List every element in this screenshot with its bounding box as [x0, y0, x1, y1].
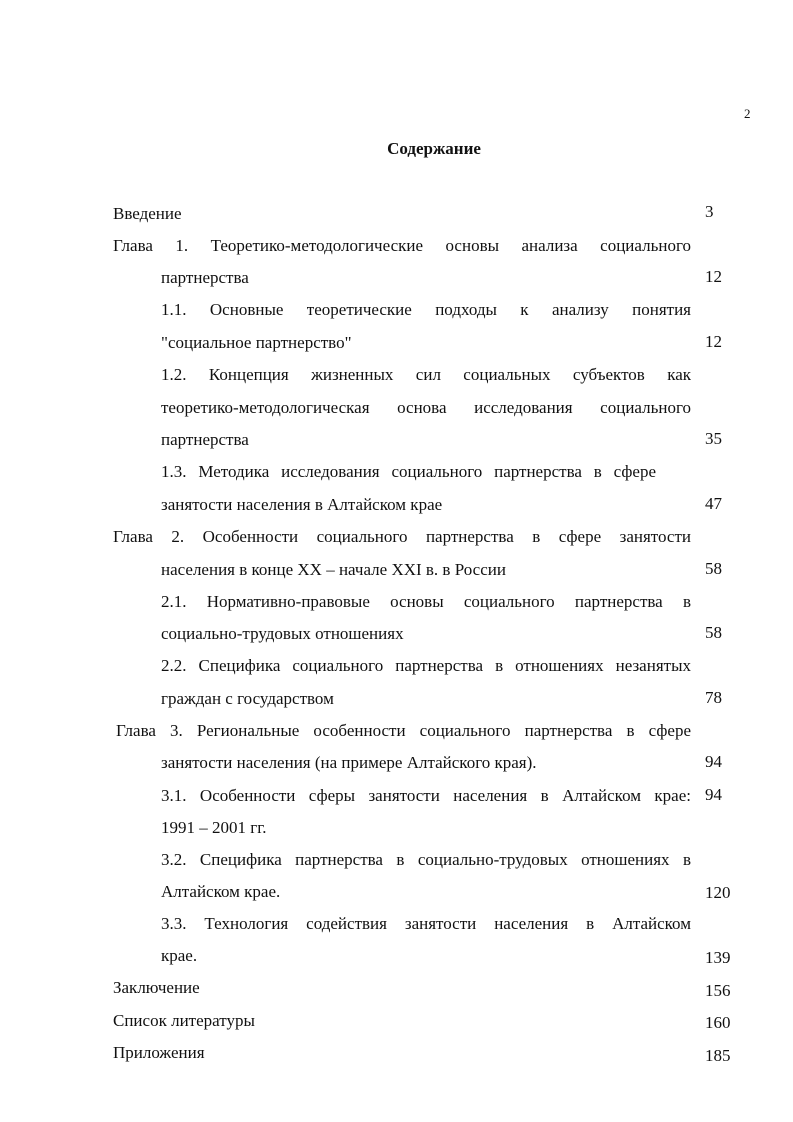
toc-entry-s3-2-line2: Алтайском крае. — [161, 882, 281, 901]
toc-page-ch3: 94 — [705, 752, 722, 771]
toc-entry-bibliography: Список литературы — [113, 1011, 255, 1030]
toc-page-s1-3: 47 — [705, 494, 722, 513]
toc-page-s3-1: 94 — [705, 785, 722, 804]
toc-title: Содержание — [387, 139, 481, 158]
toc-page-s3-3: 139 — [705, 948, 731, 967]
toc-page-ch2: 58 — [705, 559, 722, 578]
toc-page-s1-2: 35 — [705, 429, 722, 448]
toc-entry-s2-2-line1: 2.2. Специфика социального партнерства в отношениях незанятых — [161, 656, 691, 675]
toc-entry-s1-2-line2: теоретико-методологическая основа исследования социального — [161, 398, 691, 417]
toc-entry-s2-2-line2: граждан с государством — [161, 689, 334, 708]
toc-entry-s3-1-line1: 3.1. Особенности сферы занятости населения в Алтайском крае: — [161, 786, 691, 805]
toc-entry-ch1-line1: Глава 1. Теоретико-методологические основы анализа социального — [113, 236, 691, 255]
toc-page-s3-2: 120 — [705, 883, 731, 902]
toc-entry-ch2-line2: населения в конце XX – начале XXI в. в России — [161, 560, 506, 579]
toc-entry-appendices: Приложения — [113, 1043, 205, 1062]
toc-entry-s1-1-line1: 1.1. Основные теоретические подходы к анализу понятия — [161, 300, 691, 319]
toc-entry-s3-3-line1: 3.3. Технология содействия занятости населения в Алтайском — [161, 914, 691, 933]
toc-page-s2-1: 58 — [705, 623, 722, 642]
toc-entry-s1-3-line1: 1.3. Методика исследования социального партнерства в сфере — [161, 462, 656, 481]
toc-page-bibliography: 160 — [705, 1013, 731, 1032]
toc-page-conclusion: 156 — [705, 981, 731, 1000]
toc-page-s1-1: 12 — [705, 332, 722, 351]
toc-entry-s1-2-line1: 1.2. Концепция жизненных сил социальных субъектов как — [161, 365, 691, 384]
page-number: 2 — [744, 106, 751, 121]
toc-page-intro: 3 — [705, 202, 714, 221]
toc-entry-intro: Введение — [113, 204, 182, 223]
toc-entry-s3-2-line1: 3.2. Специфика партнерства в социально-трудовых отношениях в — [161, 850, 691, 869]
toc-page-ch1: 12 — [705, 267, 722, 286]
toc-entry-s3-3-line2: крае. — [161, 946, 198, 965]
toc-entry-ch1-line2: партнерства — [161, 268, 249, 287]
toc-entry-s2-1-line1: 2.1. Нормативно-правовые основы социального партнерства в — [161, 592, 691, 611]
toc-entry-conclusion: Заключение — [113, 978, 200, 997]
toc-entry-ch3-line2: занятости населения (на примере Алтайского края). — [161, 753, 537, 772]
toc-entry-s1-3-line2: занятости населения в Алтайском крае — [161, 495, 443, 514]
toc-entry-s3-1-line2: 1991 – 2001 гг. — [161, 818, 267, 837]
toc-entry-ch2-line1: Глава 2. Особенности социального партнерства в сфере занятости — [113, 527, 691, 546]
toc-page-appendices: 185 — [705, 1046, 731, 1065]
toc-page-s2-2: 78 — [705, 688, 722, 707]
toc-entry-s2-1-line2: социально-трудовых отношениях — [161, 624, 404, 643]
toc-entry-s1-1-line2: "социальное партнерство" — [161, 333, 352, 352]
toc-entry-ch3-line1: Глава 3. Региональные особенности социального партнерства в сфере — [116, 721, 691, 740]
toc-entry-s1-2-line3: партнерства — [161, 430, 249, 449]
